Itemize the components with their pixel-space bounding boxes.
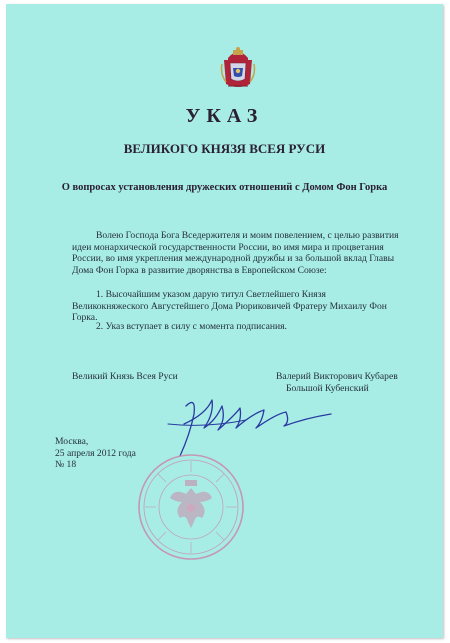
preamble-paragraph: Волею Господа Бога Вседержителя и моим повелением, с целью развития идеи монархической государственности России, во имя мира и процветания России, во имя укрепления международной дружбы и за большой вклад Главы Дома Фон Горка в развитие дворянства в Европейском Союзе: (72, 230, 399, 276)
signatory-name: Валерий Викторович Кубарев (276, 371, 398, 382)
double-headed-eagle-seal-icon (136, 452, 246, 562)
decree-item-1: 1. Высочайшим указом дарую титул Светлейшего Князя Великокняжеского Августейшего Дома Рюриковичей Фратеру Михаилу Фон Горка. (72, 289, 387, 323)
decree-number: № 18 (55, 459, 77, 470)
decree-document (6, 4, 443, 638)
signatory-title: Великий Князь Всея Руси (72, 371, 178, 382)
decree-title: УКАЗ (185, 105, 264, 127)
date-text: 25 апреля 2012 года (55, 447, 136, 459)
signatory-rank: Большой Кубенский (286, 383, 369, 394)
place-date-block (55, 436, 136, 471)
decree-item-2: 2. Указ вступает в силу с момента подписания. (96, 321, 287, 332)
place-text: Москва, (55, 436, 89, 447)
decree-subtitle: ВЕЛИКОГО КНЯЗЯ ВСЕЯ РУСИ (123, 141, 326, 156)
coat-of-arms-icon (220, 44, 256, 90)
decree-topic: О вопросах установления дружеских отношений с Домом Фон Горка (61, 182, 388, 193)
